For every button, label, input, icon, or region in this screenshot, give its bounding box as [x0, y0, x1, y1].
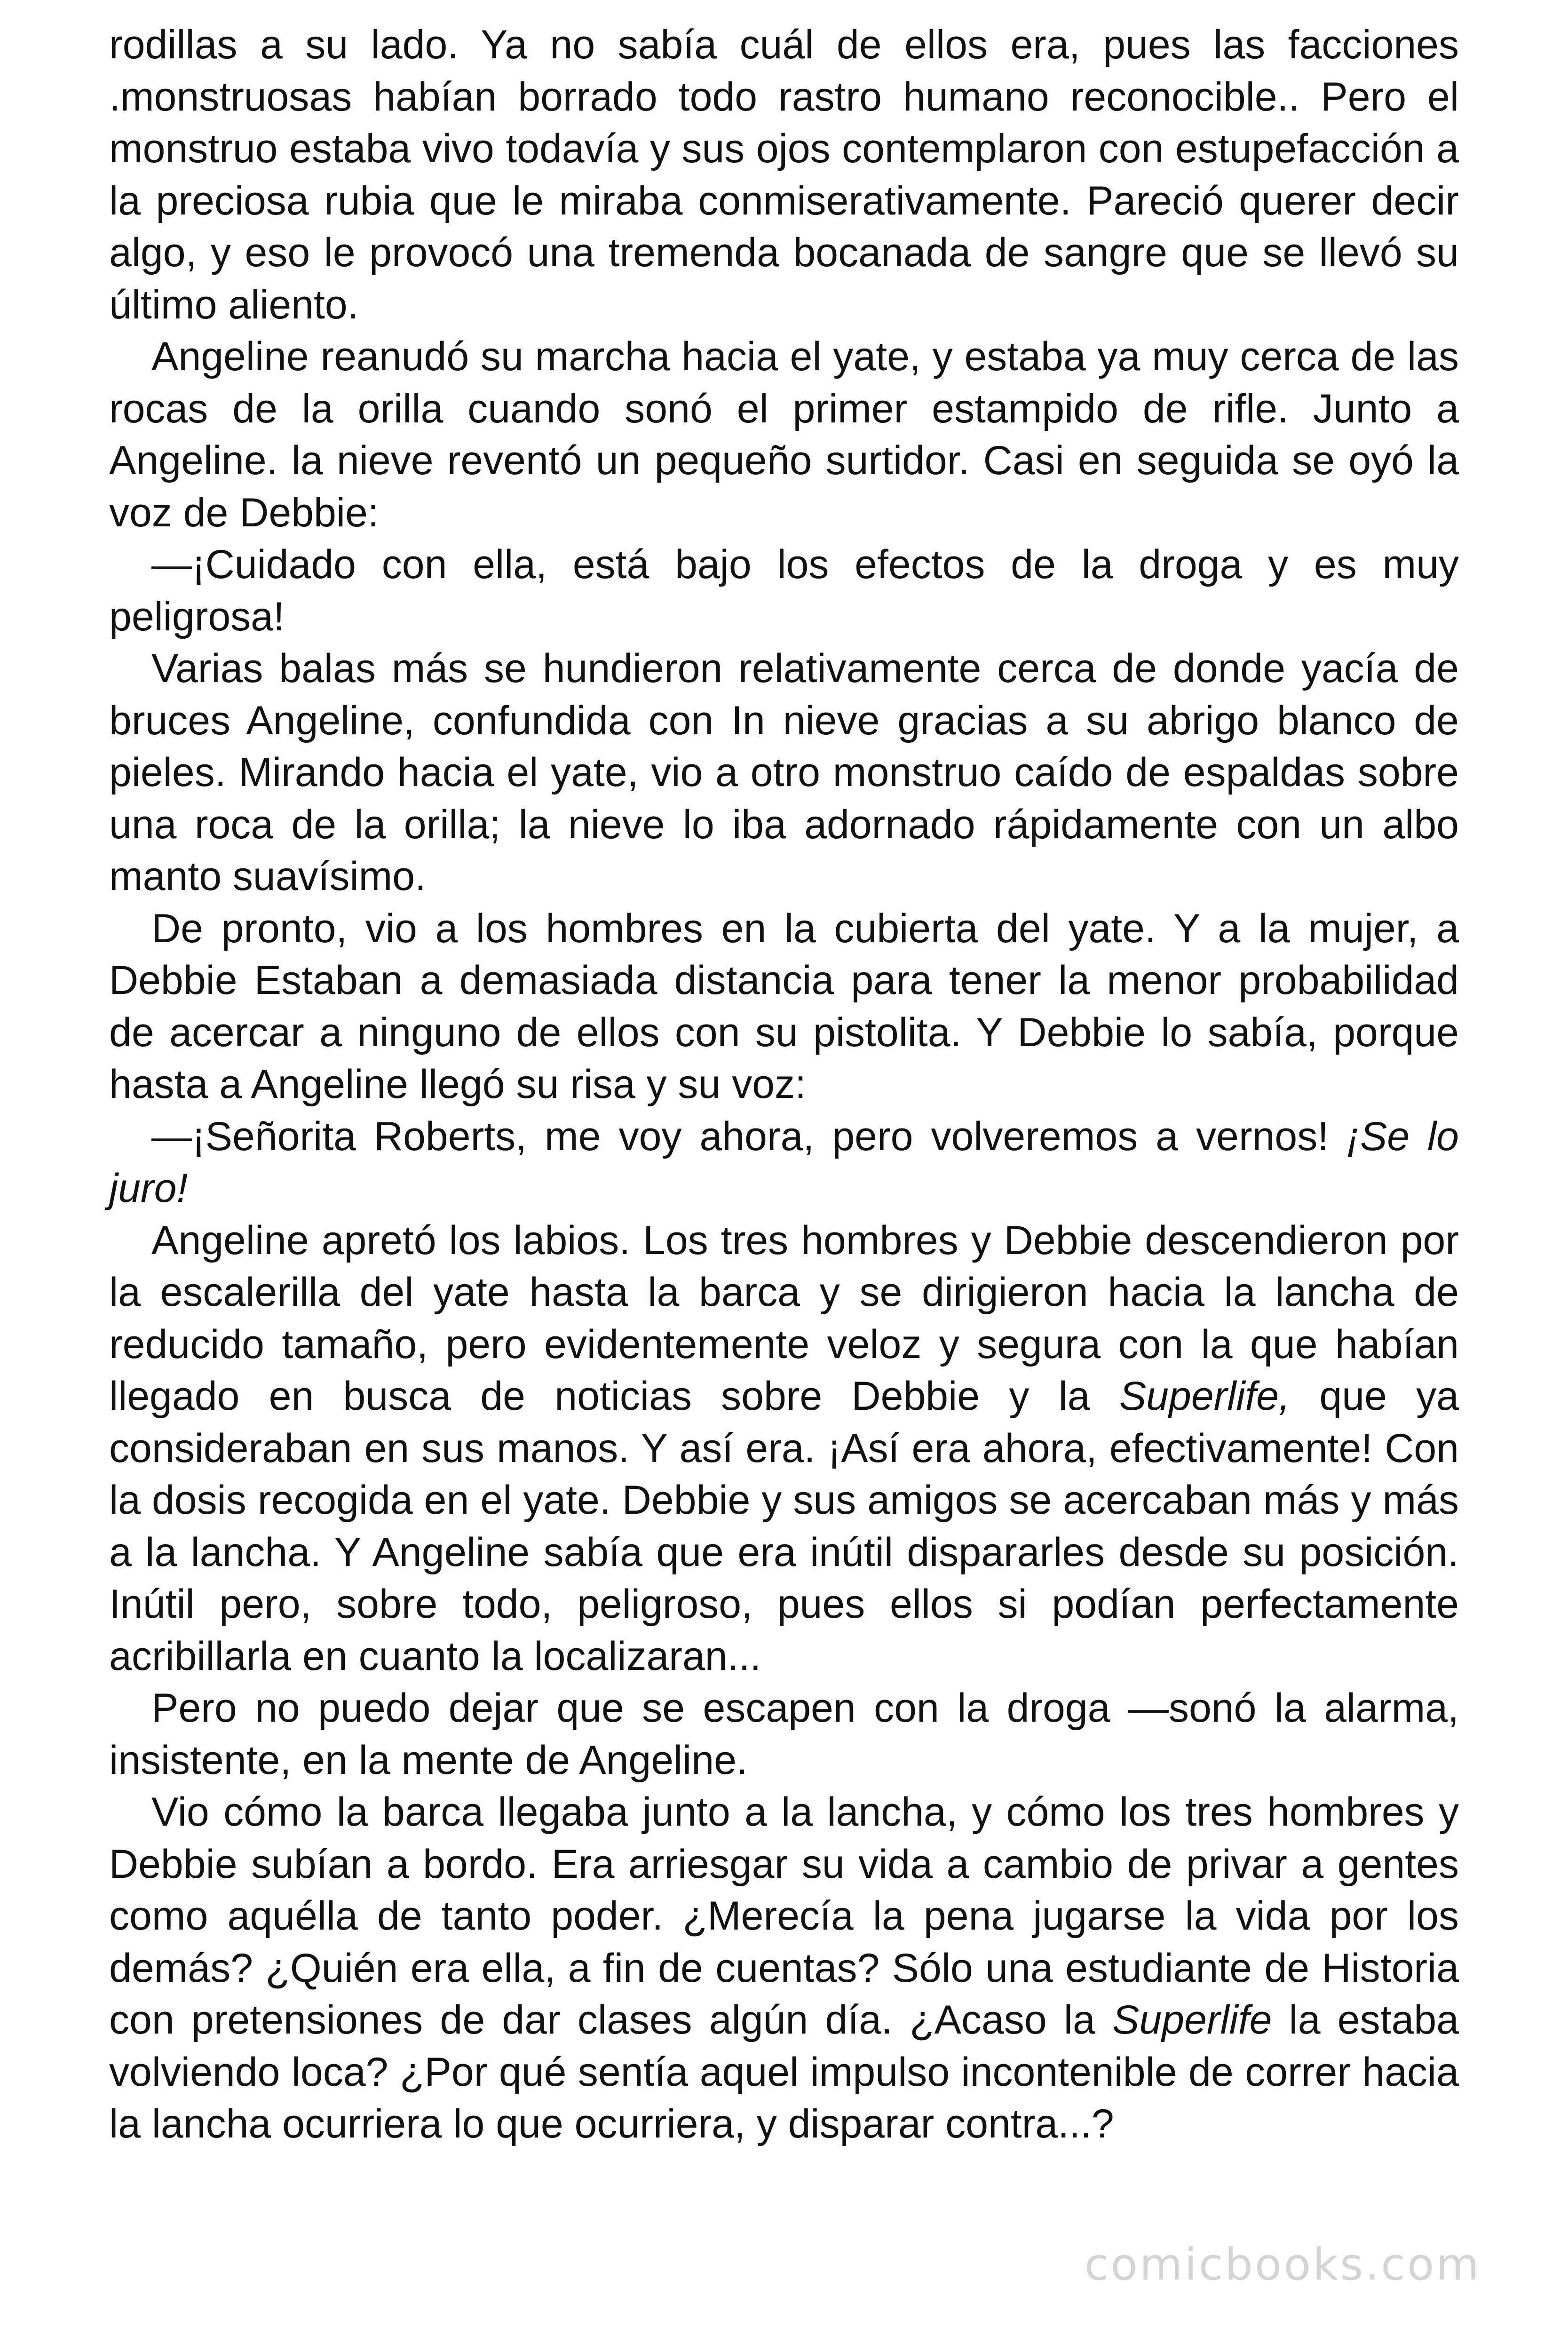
- paragraph: [109, 1786, 1459, 2150]
- text-segment: —¡Cuidado con ella, está bajo los efectos de la droga y es muy peligrosa!: [109, 542, 1459, 639]
- italic-text: Superlife,: [1119, 1374, 1291, 1419]
- paragraph: [109, 19, 1459, 331]
- text-segment: rodillas a su lado. Ya no sabía cuál de ellos era, pues las facciones .monstruosas habían borrado todo rastro humano reconocible.. Pero el monstruo estaba vivo todavía y sus ojos contemplaron con estupefacción a la preciosa rubia que le miraba conmiserativamente. Pareció querer decir algo, y eso le provocó una tremenda bocanada de sangre que se llevó su último aliento.: [109, 22, 1459, 327]
- text-segment: Vio cómo la barca llegaba junto a la lancha, y cómo los tres hombres y Debbie subían a bordo. Era arriesgar su vida a cambio de privar a gentes como aquélla de tanto poder. ¿Merecía la pena jugarse la vida por los demás? ¿Quién era ella, a fin de cuentas? Sólo una estudiante de Historia con pretensiones de dar clases algún día. ¿Acaso la: [109, 1789, 1459, 2042]
- paragraph: [109, 1215, 1459, 1683]
- text-segment: De pronto, vio a los hombres en la cubierta del yate. Y a la mujer, a Debbie Estaban a demasiada distancia para tener la menor probabilidad de acercar a ninguno de ellos con su pistolita. Y Debbie lo sabía, porque hasta a Angeline llegó su risa y su voz:: [109, 906, 1459, 1107]
- paragraph: [109, 643, 1459, 903]
- paragraph: [109, 903, 1459, 1111]
- watermark: comicbooks.com: [1084, 2239, 1481, 2290]
- text-segment: Angeline apretó los labios. Los tres hombres y Debbie descendieron por la escalerilla del yate hasta la barca y se dirigieron hacia la lancha de reducido tamaño, pero evidentemente veloz y segura con la que habían llegado en busca de noticias sobre Debbie y la: [109, 1217, 1459, 1419]
- italic-text: Superlife: [1112, 1997, 1272, 2042]
- text-segment: Angeline reanudó su marcha hacia el yate, y estaba ya muy cerca de las rocas de la orilla cuando sonó el primer estampido de rifle. Junto a Angeline. la nieve reventó un pequeño surtidor. Casi en seguida se oyó la voz de Debbie:: [109, 334, 1459, 535]
- text-segment: Varias balas más se hundieron relativamente cerca de donde yacía de bruces Angeline, confundida con In nieve gracias a su abrigo blanco de pieles. Mirando hacia el yate, vio a otro monstruo caído de espaldas sobre una roca de la orilla; la nieve lo iba adornado rápidamente con un albo manto suavísimo.: [109, 646, 1459, 899]
- paragraph: [109, 539, 1459, 643]
- italic-text: ¡Se lo juro!: [109, 1113, 1459, 1211]
- paragraph: [109, 1111, 1459, 1215]
- text-segment: —¡Señorita Roberts, me voy ahora, pero volveremos a vernos!: [151, 1113, 1347, 1159]
- paragraph: [109, 331, 1459, 539]
- text-segment: Pero no puedo dejar que se escapen con la droga —sonó la alarma, insistente, en la mente de Angeline.: [109, 1685, 1459, 1783]
- paragraph: [109, 1682, 1459, 1786]
- text-segment: la estaba volviendo loca? ¿Por qué sentía aquel impulso incontenible de correr hacia la lancha ocurriera lo que ocurriera, y disparar contra...?: [109, 1997, 1459, 2146]
- page-body-text: [109, 19, 1459, 2150]
- text-segment: que ya consideraban en sus manos. Y así era. ¡Así era ahora, efectivamente! Con la dosis recogida en el yate. Debbie y sus amigos se acercaban más y más a la lancha. Y Angeline sabía que era inútil dispararles desde su posición. Inútil pero, sobre todo, peligroso, pues ellos si podían perfectamente acribillarla en cuanto la localizaran...: [109, 1374, 1459, 1679]
